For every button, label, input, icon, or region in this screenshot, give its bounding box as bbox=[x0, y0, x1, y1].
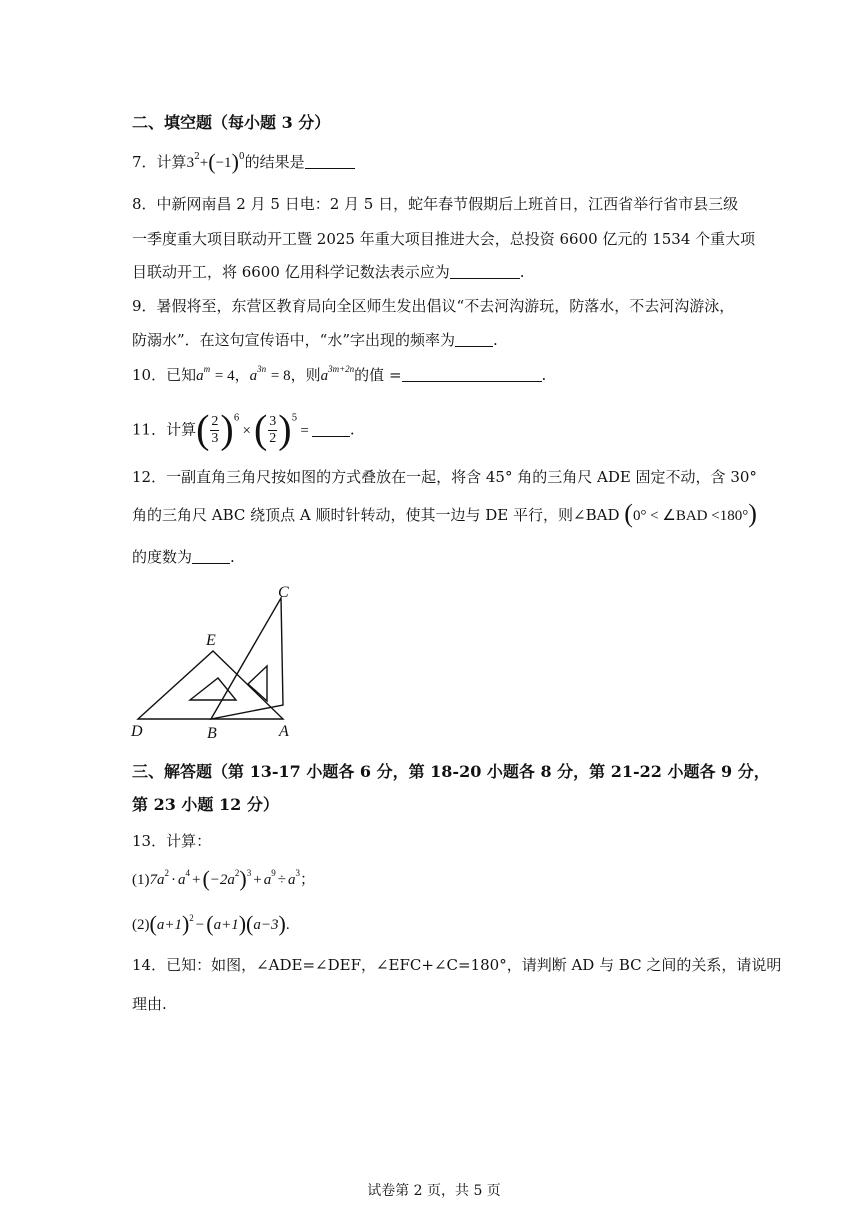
fraction-2: $\frac{3}{2}$ bbox=[269, 414, 277, 446]
answer-blank[interactable] bbox=[455, 332, 493, 347]
answer-blank[interactable] bbox=[450, 264, 520, 279]
section-2-heading: 二、填空题（每小题 3 分） bbox=[132, 113, 331, 132]
question-13-part-2: $(2)(a+1)^2 -(a+1)(a-3)$. bbox=[132, 911, 290, 936]
page-footer: 试卷第 2 页，共 5 页 bbox=[367, 1183, 501, 1199]
answer-blank[interactable] bbox=[312, 422, 350, 437]
question-13-part-1: $(1)7a^2 \cdot a^4 +(-2a^2)^3 + a^9 \div a^3$； bbox=[132, 866, 315, 891]
question-8-line-2: 一季度重大项目联动开工暨 2025 年重大项目推进大会，总投资 6600 亿元的 1534 个重大项 bbox=[132, 230, 756, 248]
answer-blank[interactable] bbox=[305, 154, 355, 169]
question-14-line-1: 14．已知：如图，∠ADE=∠DEF，∠EFC+∠C=180°，请判断 AD 与 BC 之间的关系，请说明 bbox=[132, 956, 782, 974]
answer-blank[interactable] bbox=[402, 367, 542, 382]
question-14-line-2: 理由. bbox=[132, 995, 167, 1013]
question-12-line-2: 角的三角尺 ABC 绕顶点 A 顺时针转动，使其一边与 DE 平行，则∠BAD (0° < ∠BAD <180°) bbox=[132, 499, 757, 528]
triangle-abc bbox=[211, 598, 283, 719]
question-7: 7．计算$3^2+(-1)^0$的结果是 bbox=[132, 152, 355, 173]
triangle-abc-inner bbox=[248, 666, 267, 701]
section-3-heading-line-2: 第 23 小题 12 分） bbox=[132, 795, 279, 814]
label-b: B bbox=[207, 725, 217, 740]
question-12-line-3: 的度数为 . bbox=[132, 548, 235, 566]
question-8-line-1: 8．中新网南昌 2 月 5 日电：2 月 5 日，蛇年春节假期后上班首日，江西省举行省市县三级 bbox=[132, 195, 739, 213]
question-9-line-1: 9．暑假将至，东营区教育局向全区师生发出倡议“不去河沟游玩，防落水，不去河沟游泳， bbox=[132, 297, 735, 315]
question-10: 10．已知$a^m = 4$，$a^{3n} = 8$，则$a^{3m+2n}$的值 = . bbox=[132, 364, 547, 384]
label-e: E bbox=[206, 632, 216, 649]
label-c: C bbox=[278, 584, 289, 601]
question-9-line-2: 防溺水”．在这句宣传语中，“水”字出现的频率为 . bbox=[132, 331, 498, 349]
question-8-line-3: 目联动开工，将 6600 亿用科学记数法表示应为 . bbox=[132, 263, 525, 281]
question-13-title: 13．计算： bbox=[132, 832, 212, 850]
question-11: 11．计算( $\frac{2}{3}$ )$^6$×( $\frac{3}{2}$ )$^5$= . bbox=[132, 406, 355, 452]
label-d: D bbox=[131, 723, 143, 740]
answer-blank[interactable] bbox=[192, 549, 230, 564]
question-12-line-1: 12．一副直角三角尺按如图的方式叠放在一起，将含 45° 角的三角尺 ADE 固定不动，含 30° bbox=[132, 468, 757, 486]
fraction-1: $\frac{2}{3}$ bbox=[211, 414, 219, 446]
triangle-ruler-figure bbox=[128, 580, 298, 740]
label-a: A bbox=[279, 723, 289, 740]
section-3-heading-line-1: 三、解答题（第 13-17 小题各 6 分，第 18-20 小题各 8 分，第 21-22 小题各 9 分， bbox=[132, 762, 770, 781]
